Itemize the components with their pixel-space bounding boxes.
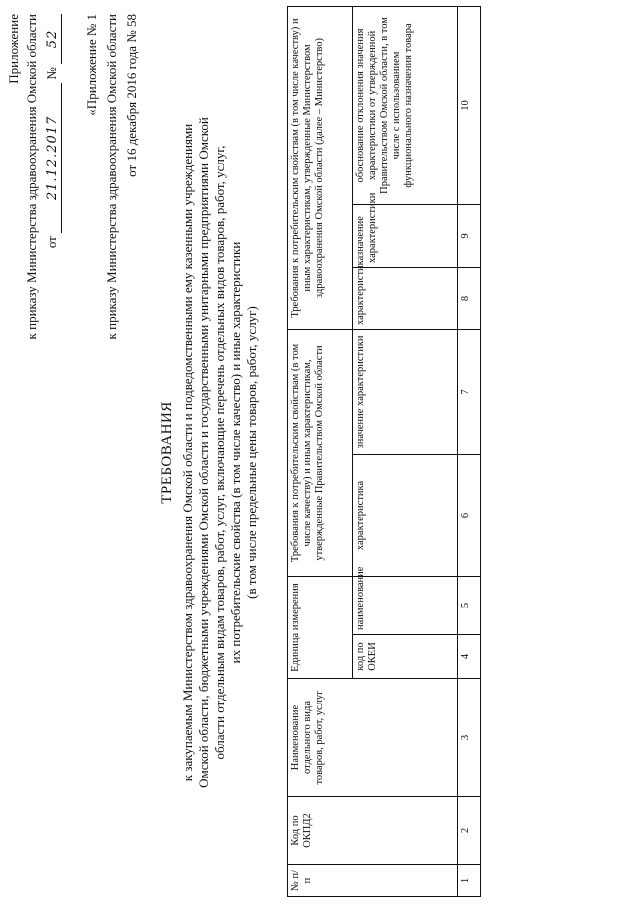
- column-number: 5: [458, 576, 481, 634]
- column-number: 10: [458, 6, 481, 204]
- header-okpd-code: Код по ОКПД2: [288, 797, 458, 865]
- column-number: 4: [458, 635, 481, 679]
- handwritten-date: 21.12.2017: [45, 83, 62, 233]
- header-okei-code: код по ОКЕИ: [353, 635, 458, 679]
- column-number: 3: [458, 679, 481, 797]
- appendix-label: Приложение: [6, 14, 21, 84]
- column-numbers-row: [458, 6, 481, 896]
- handwritten-number: 52: [45, 14, 62, 64]
- column-number: 7: [458, 329, 481, 454]
- header-ministry-requirements: Требования к потребительским свойствам (в том числе качеству) и иным характеристикам, утвержденные Министерством здравоохранения Омской области (далее – Министерство): [288, 6, 353, 329]
- column-number: 9: [458, 204, 481, 267]
- previous-appendix-label: «Приложение № 1: [84, 14, 99, 116]
- title-line-5: (в том числе предельные цены товаров, работ, услуг): [244, 306, 259, 599]
- header-min-characteristic: характеристика: [353, 267, 458, 329]
- header-deviation-justification: обоснование отклонения значения характеристики от утвержденной Правительством Омской области, в том числе с использованием функционального назначения товара: [353, 6, 458, 204]
- number-label: №: [44, 67, 59, 80]
- table-header-row: [288, 6, 353, 896]
- column-number: 1: [458, 865, 481, 897]
- header-gov-characteristic: характеристика: [353, 454, 458, 576]
- column-number: 2: [458, 797, 481, 865]
- previous-order-reference: к приказу Министерства здравоохранения Омской области: [104, 14, 119, 340]
- header-unit: Единица измерения: [288, 576, 353, 678]
- column-number: 6: [458, 454, 481, 576]
- title-line-2: Омской области, бюджетными учреждениями Омской области и государственными унитарными предприятиями Омской: [196, 117, 211, 788]
- previous-order-date: от 16 декабря 2016 года № 58: [124, 14, 139, 177]
- from-label: от: [44, 236, 59, 249]
- header-government-requirements: Требования к потребительским свойствам (в том числе качеству) и иным характеристикам, утвержденные Правительством Омской области: [288, 329, 353, 576]
- header-min-value: значение характеристики: [353, 204, 458, 267]
- order-date-line: [44, 14, 62, 248]
- order-reference: к приказу Министерства здравоохранения Омской области: [24, 14, 39, 340]
- title-line-1: к закупаемым Министерством здравоохранения Омской области и подведомственными ему казенными учреждениями: [180, 123, 195, 782]
- requirements-table: [287, 6, 481, 897]
- header-item-name: Наименование отдельного вида товаров, работ, услуг: [288, 679, 458, 797]
- title-line-3: области отдельным видам товаров, работ, услуг, включающие перечень отдельных видов товаров, работ, услуг,: [212, 145, 227, 760]
- header-number: № п/п: [288, 865, 458, 897]
- title-line-4: их потребительские свойства (в том числе качество) и иные характеристики: [228, 241, 243, 664]
- column-number: 8: [458, 267, 481, 329]
- header-gov-value: значение характеристики: [353, 329, 458, 454]
- document-title: ТРЕБОВАНИЯ: [159, 401, 175, 504]
- header-unit-name: наименование: [353, 576, 458, 634]
